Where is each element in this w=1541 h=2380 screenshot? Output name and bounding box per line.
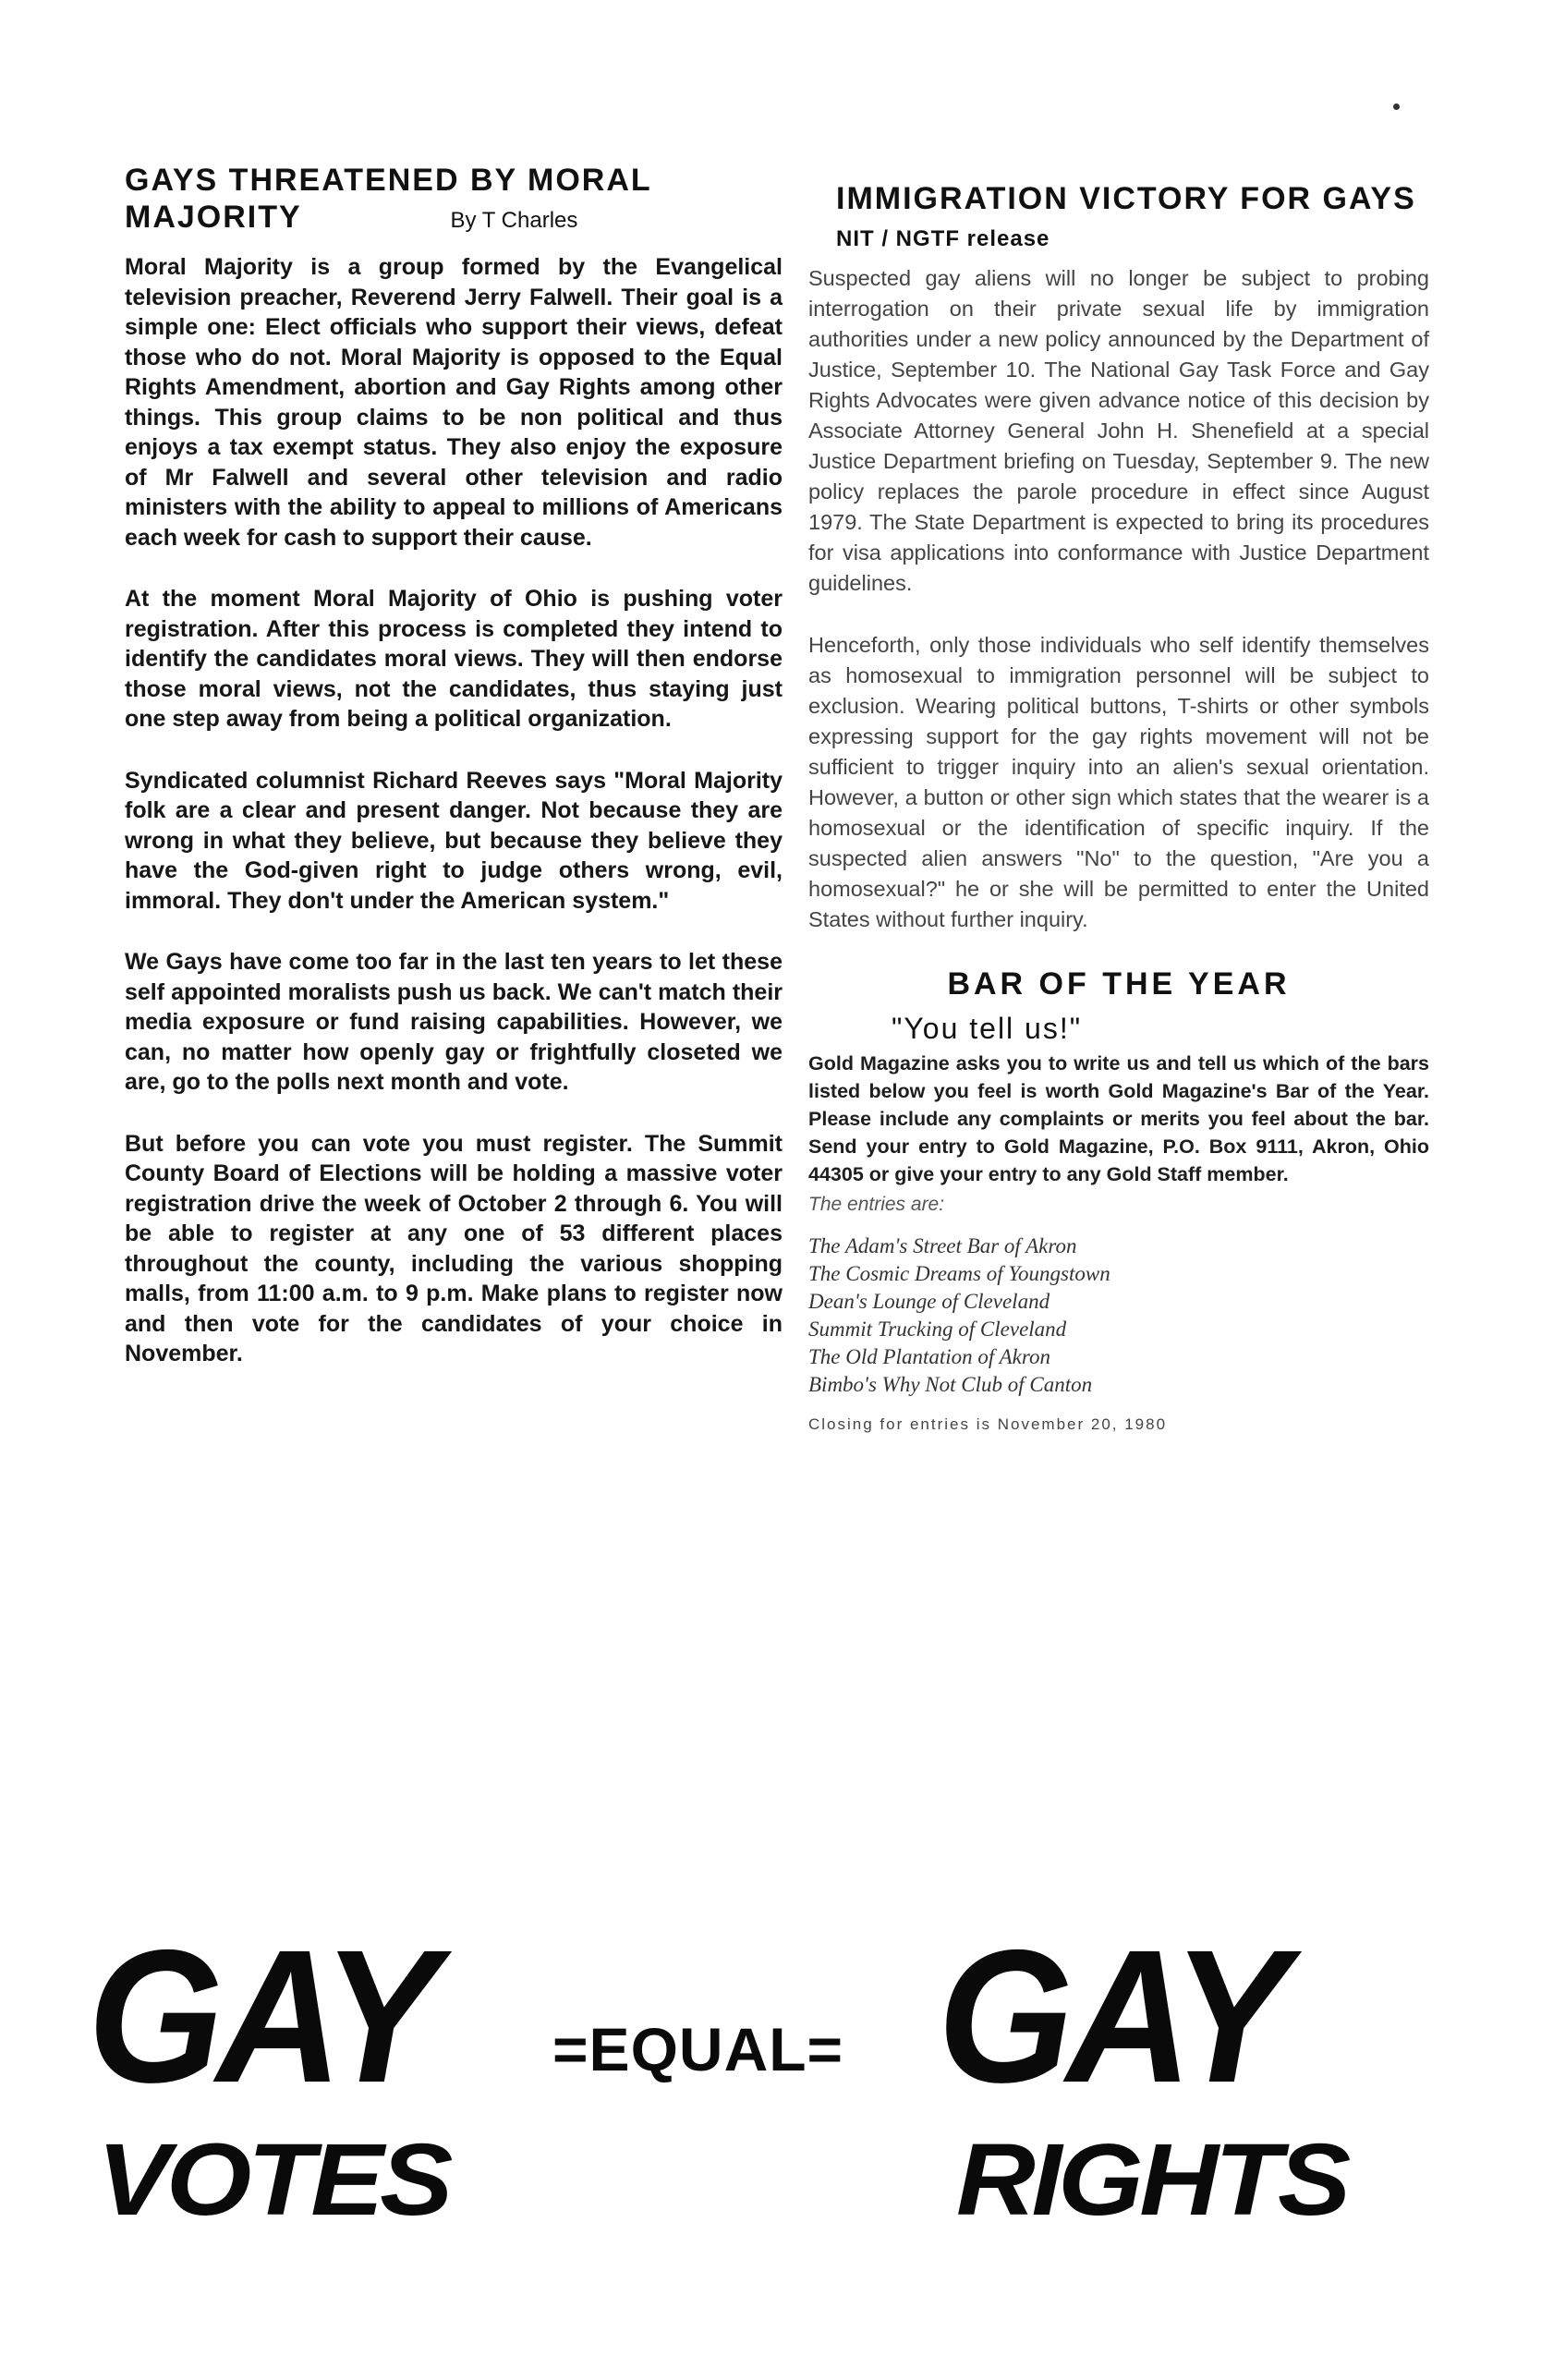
bar-body: Gold Magazine asks you to write us and tell us which of the bars listed below you feel is worth Gold Magazine's Bar of the Year. Please include any complaints or merits you feel about the bar. Send your entry to Gold Magazine, P.O. Box 9111, Akron, Ohio 44305 or give your entry to any Gold Staff member.	[808, 1052, 1429, 1185]
paragraph: We Gays have come too far in the last ten years to let these self appointed moralists push us back. We can't match their media exposure or fund raising capabilities. However, we can, no matter how openly gay or frightfully closeted we are, go to the polls next month and vote.	[125, 949, 783, 1095]
paragraph: Syndicated columnist Richard Reeves says "Moral Majority folk are a clear and present danger. Not because they are wrong in what they believe, but because they believe they have the God-given right to judge others wrong, evil, immoral. They don't under the American system."	[125, 767, 783, 914]
right-column	[808, 180, 1429, 1434]
bar-of-the-year	[808, 966, 1429, 1434]
source-line: NIT / NGTF release	[836, 226, 1050, 251]
right-article-title	[836, 180, 1429, 258]
paragraph: Suspected gay aliens will no longer be subject to probing interrogation on their private sexual life by immigration authorities under a new policy announced by the Department of Justice, September 10. The National Gay Task Force and Gay Rights Advocates were given advance notice of this decision by Associate Attorney General John H. Shenefield at a special Justice Department briefing on Tuesday, September 9. The new policy replaces the parole procedure in effect since August 1979. The State Department is expected to bring its procedures for visa applications into conformance with Justice Department guidelines.	[808, 266, 1429, 595]
left-article	[125, 162, 783, 1401]
paragraph: But before you can vote you must register. The Summit County Board of Elections will be holding a massive voter registration drive the week of October 2 through 6. You will be able to register at any one of 53 different places throughout the county, including the various shopping malls, from 11:00 a.m. to 9 p.m. Make plans to register now and then vote for the candidates of your choice in November.	[125, 1130, 783, 1366]
closing-date: Closing for entries is November 20, 1980	[808, 1415, 1168, 1433]
paragraph: Moral Majority is a group formed by the Evangelical television preacher, Reverend Jerry Falwell. Their goal is a simple one: Elect officials who support their views, defeat those who do not. Moral Majority is opposed to the Equal Rights Amendment, abortion and Gay Rights among other things. This group claims to be non political and thus enjoys a tax exempt status. They also enjoy the exposure of Mr Falwell and several other television and radio ministers with the ability to appeal to millions of Americans each week for cash to support their cause.	[125, 254, 783, 551]
bar-title: BAR OF THE YEAR	[947, 966, 1291, 1002]
entries-label: The entries are:	[808, 1194, 945, 1215]
banner-gay-left: GAY	[88, 1911, 432, 2122]
banner-votes: VOTES	[97, 2123, 450, 2237]
print-speck	[1393, 103, 1400, 110]
left-article-title	[125, 162, 783, 239]
banner-gay-right: GAY	[938, 1911, 1282, 2122]
banner-rights: RIGHTS	[956, 2123, 1347, 2237]
entry: The Adam's Street Bar of Akron	[808, 1234, 1077, 1257]
title-text: IMMIGRATION VICTORY FOR GAYS	[836, 181, 1416, 216]
byline: By T Charles	[450, 208, 578, 233]
entry: Dean's Lounge of Cleveland	[808, 1290, 1050, 1313]
paragraph: At the moment Moral Majority of Ohio is pushing voter registration. After this process is completed they intend to identify the candidates moral views. They will then endorse those moral views, not the candidates, thus staying just one step away from being a political organization.	[125, 586, 783, 732]
title-text: GAYS THREATENED BY MORAL MAJORITY	[125, 163, 652, 235]
entry: Summit Trucking of Cleveland	[808, 1318, 1067, 1341]
banner-equal: =EQUAL=	[552, 2015, 844, 2083]
entry: The Old Plantation of Akron	[808, 1345, 1050, 1368]
bar-tagline: "You tell us!"	[892, 1012, 1083, 1045]
entry: Bimbo's Why Not Club of Canton	[808, 1373, 1093, 1396]
entries-list	[808, 1232, 1429, 1399]
paragraph: Henceforth, only those individuals who self identify themselves as homosexual to immigration personnel will be subject to exclusion. Wearing political buttons, T-shirts or other symbols expressing support for the gay rights movement will not be sufficient to trigger inquiry into an alien's sexual orientation. However, a button or other sign which states that the wearer is a homosexual or the identification of specific inquiry. If the suspected alien answers "No" to the question, "Are you a homosexual?" he or she will be permitted to enter the United States without further inquiry.	[808, 633, 1429, 931]
entry: The Cosmic Dreams of Youngstown	[808, 1262, 1110, 1285]
